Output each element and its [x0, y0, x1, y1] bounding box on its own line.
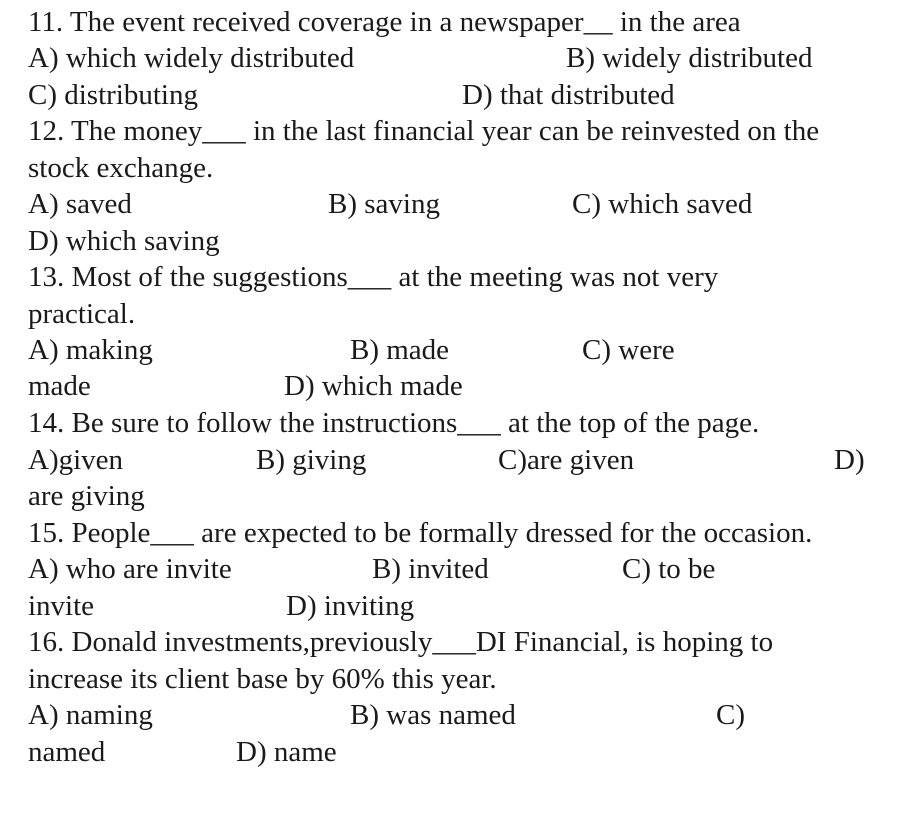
q15-option-b: B) invited — [372, 553, 489, 585]
q14-option-d: D) — [834, 444, 865, 476]
q16-option-b: B) was named — [350, 699, 516, 731]
question-number: 16. — [28, 626, 65, 658]
question-stem: Most of the suggestions___ at the meeting was not very — [71, 261, 719, 293]
question-stem: Donald investments,previously___DI Financial, is hoping to — [71, 626, 774, 658]
question-16-line-1 — [28, 624, 773, 660]
q11-option-a: A) which widely distributed — [28, 42, 355, 74]
q13-option-b: B) made — [350, 334, 450, 366]
question-number: 15. — [28, 517, 65, 549]
question-number: 14. — [28, 407, 65, 439]
q13-option-c: C) were — [582, 334, 675, 366]
q11-option-d: D) that distributed — [462, 79, 675, 111]
q16-option-a: A) naming — [28, 699, 153, 731]
q12-option-d: D) which saving — [28, 225, 220, 257]
q14-option-b: B) giving — [256, 444, 367, 476]
q13-option-c-continued: made — [28, 370, 91, 402]
question-number: 11. — [28, 6, 64, 38]
question-stem: The money___ in the last financial year can be reinvested on the — [70, 115, 820, 147]
q16-option-d: D) name — [236, 736, 337, 768]
q14-option-a: A)given — [28, 444, 124, 476]
q15-option-d: D) inviting — [286, 590, 415, 622]
q13-option-d: D) which made — [284, 370, 463, 402]
question-stem: The event received coverage in a newspaper__ in the area — [69, 6, 741, 38]
q14-option-c: C)are given — [498, 444, 635, 476]
q16-option-c: C) — [716, 699, 745, 731]
question-13-line-1 — [28, 259, 718, 295]
q16-option-c-continued: named — [28, 736, 106, 768]
q15-option-a-continued: invite — [28, 590, 95, 622]
question-number: 13. — [28, 261, 65, 293]
question-15-line-1 — [28, 515, 812, 551]
q14-option-d-continued: are giving — [28, 480, 145, 512]
question-16-line-2: increase its client base by 60% this year. — [28, 663, 497, 695]
question-stem: People___ are expected to be formally dressed for the occasion. — [71, 517, 813, 549]
q12-option-a: A) saved — [28, 188, 132, 220]
question-stem: Be sure to follow the instructions___ at the top of the page. — [71, 407, 760, 439]
question-number: 12. — [28, 115, 65, 147]
q11-option-b: B) widely distributed — [566, 42, 813, 74]
q13-option-a: A) making — [28, 334, 153, 366]
q15-option-c: C) to be — [622, 553, 716, 585]
question-11-line-1 — [28, 4, 741, 40]
q15-option-a: A) who are invite — [28, 553, 232, 585]
q12-option-b: B) saving — [328, 188, 440, 220]
q12-option-c: C) which saved — [572, 188, 753, 220]
question-13-line-2: practical. — [28, 298, 136, 330]
question-12-line-2: stock exchange. — [28, 152, 214, 184]
question-14-line-1 — [28, 405, 759, 441]
question-12-line-1 — [28, 113, 819, 149]
q11-option-c: C) distributing — [28, 79, 198, 111]
